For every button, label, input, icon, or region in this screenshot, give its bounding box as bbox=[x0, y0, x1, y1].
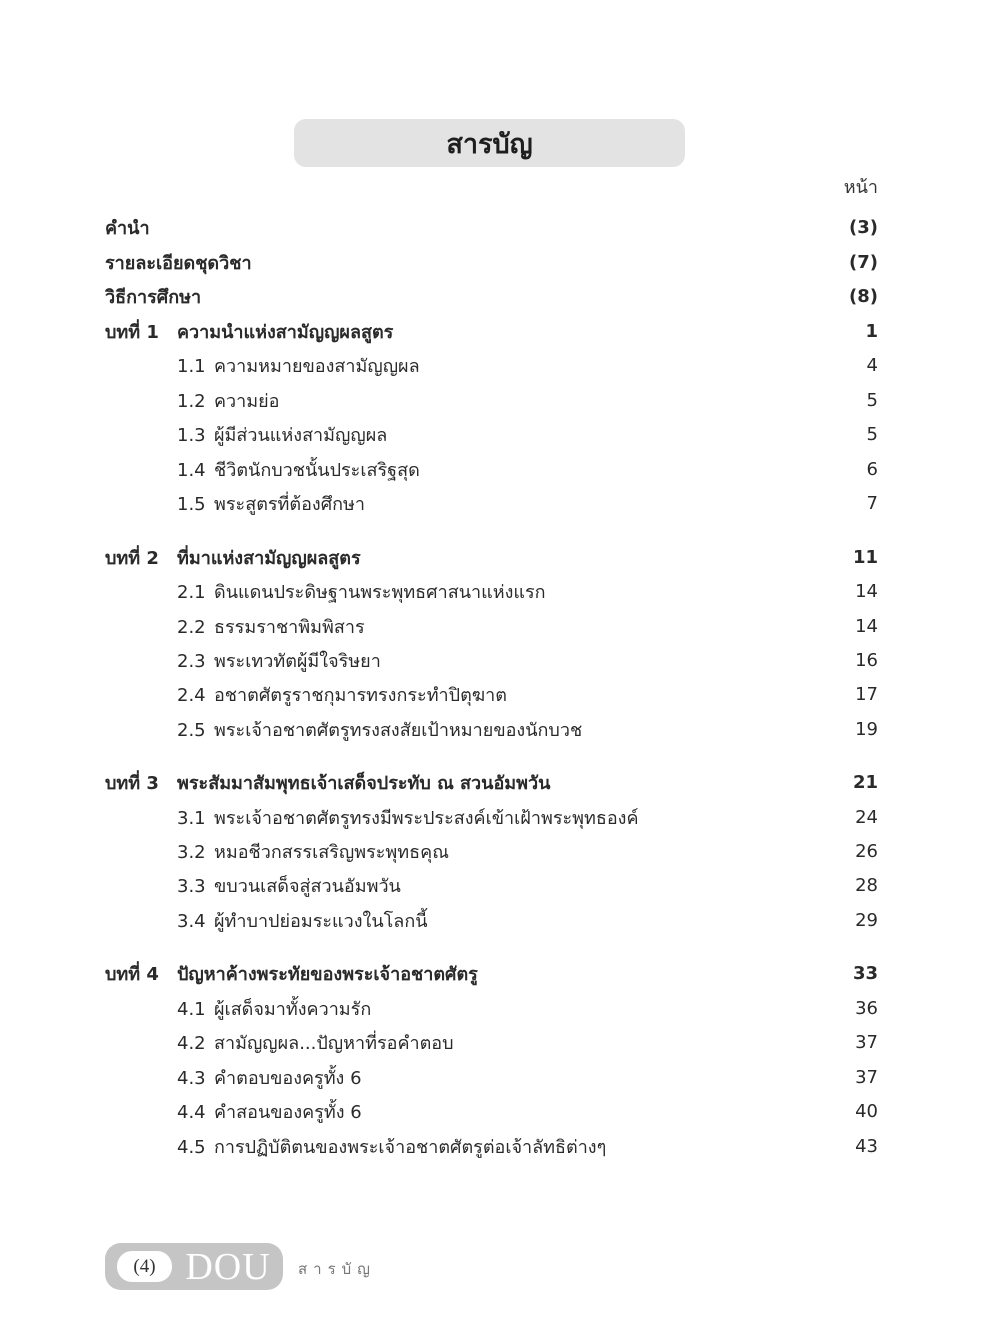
toc-section[interactable] bbox=[177, 714, 878, 744]
section-title: พระเทวทัตผู้มีใจริษยา bbox=[214, 650, 381, 672]
footer-brand-logo: DOU bbox=[185, 1245, 271, 1288]
section-number: 3.3 bbox=[177, 875, 206, 897]
section-title: ผู้เสด็จมาทั้งความรัก bbox=[214, 998, 372, 1020]
chapter-number: บทที่ 4 bbox=[105, 963, 159, 985]
toc-section[interactable] bbox=[177, 576, 878, 606]
section-page: 26 bbox=[855, 840, 878, 862]
section-page: 5 bbox=[866, 423, 878, 445]
toc-section[interactable] bbox=[177, 488, 878, 518]
toc-section[interactable] bbox=[177, 385, 878, 415]
section-title: ความหมายของสามัญญผล bbox=[214, 355, 420, 377]
section-title: พระเจ้าอชาตศัตรูทรงสงสัยเป้าหมายของนักบวช bbox=[214, 719, 583, 741]
section-title: ดินแดนประดิษฐานพระพุทธศาสนาแห่งแรก bbox=[214, 581, 546, 603]
section-number: 2.4 bbox=[177, 684, 206, 706]
section-number: 4.2 bbox=[177, 1032, 206, 1054]
toc-section[interactable] bbox=[177, 645, 878, 675]
footer-running-title: สารบัญ bbox=[298, 1260, 376, 1278]
section-title: ผู้ทำบาปย่อมระแวงในโลกนี้ bbox=[214, 910, 428, 932]
section-title: คำสอนของครูทั้ง 6 bbox=[214, 1101, 362, 1123]
section-page: 5 bbox=[866, 389, 878, 411]
chapter-page: 33 bbox=[852, 962, 878, 984]
entry-label: คำนำ bbox=[105, 217, 150, 239]
toc-section[interactable] bbox=[177, 419, 878, 449]
section-page: 7 bbox=[866, 492, 878, 514]
toc-title-box bbox=[294, 119, 685, 167]
toc-section[interactable] bbox=[177, 1131, 878, 1161]
section-number: 4.5 bbox=[177, 1136, 206, 1158]
section-page: 16 bbox=[855, 649, 878, 671]
page-column-label: หน้า bbox=[843, 177, 878, 198]
chapter-title: ความนำแห่งสามัญญผลสูตร bbox=[177, 321, 394, 343]
chapter-title: พระสัมมาสัมพุทธเจ้าเสด็จประทับ ณ สวนอัมพวัน bbox=[177, 772, 551, 794]
toc-section[interactable] bbox=[177, 836, 878, 866]
section-number: 2.2 bbox=[177, 616, 206, 638]
section-page: 29 bbox=[855, 909, 878, 931]
section-number: 4.1 bbox=[177, 998, 206, 1020]
toc-section[interactable] bbox=[177, 905, 878, 935]
toc-chapter-4[interactable] bbox=[105, 958, 878, 988]
section-number: 2.3 bbox=[177, 650, 206, 672]
section-page: 43 bbox=[855, 1135, 878, 1157]
section-title: คำตอบของครูทั้ง 6 bbox=[214, 1067, 362, 1089]
toc-section[interactable] bbox=[177, 1096, 878, 1126]
section-page: 17 bbox=[855, 683, 878, 705]
section-number: 3.4 bbox=[177, 910, 206, 932]
section-title: สามัญญผล...ปัญหาที่รอคำตอบ bbox=[214, 1032, 454, 1054]
section-number: 4.4 bbox=[177, 1101, 206, 1123]
toc-section[interactable] bbox=[177, 1027, 878, 1057]
toc-section[interactable] bbox=[177, 802, 878, 832]
toc-section[interactable] bbox=[177, 611, 878, 641]
entry-page: (8) bbox=[849, 285, 878, 307]
section-number: 3.1 bbox=[177, 807, 206, 829]
section-page: 28 bbox=[855, 874, 878, 896]
toc-section[interactable] bbox=[177, 993, 878, 1023]
chapter-title: ที่มาแห่งสามัญญผลสูตร bbox=[177, 547, 361, 569]
entry-page: (7) bbox=[849, 251, 878, 273]
section-title: ขบวนเสด็จสู่สวนอัมพวัน bbox=[214, 875, 401, 897]
section-number: 1.5 bbox=[177, 493, 206, 515]
toc-entry-foreword[interactable] bbox=[105, 212, 878, 242]
section-page: 19 bbox=[855, 718, 878, 740]
toc-section[interactable] bbox=[177, 1062, 878, 1092]
entry-label: รายละเอียดชุดวิชา bbox=[105, 252, 252, 274]
toc-section[interactable] bbox=[177, 350, 878, 380]
section-page: 24 bbox=[855, 806, 878, 828]
section-page: 4 bbox=[866, 354, 878, 376]
section-page: 36 bbox=[855, 997, 878, 1019]
chapter-title: ปัญหาค้างพระทัยของพระเจ้าอชาตศัตรู bbox=[177, 963, 478, 985]
chapter-number: บทที่ 3 bbox=[105, 772, 159, 794]
section-title: การปฏิบัติตนของพระเจ้าอชาตศัตรูต่อเจ้าลัทธิต่างๆ bbox=[214, 1136, 607, 1158]
section-page: 37 bbox=[855, 1031, 878, 1053]
section-title: ผู้มีส่วนแห่งสามัญญผล bbox=[214, 424, 388, 446]
page-title: สารบัญ bbox=[446, 128, 533, 160]
section-page: 14 bbox=[855, 615, 878, 637]
toc-chapter-1[interactable] bbox=[105, 316, 878, 346]
section-title: ธรรมราชาพิมพิสาร bbox=[214, 616, 365, 638]
section-title: พระเจ้าอชาตศัตรูทรงมีพระประสงค์เข้าเฝ้าพระพุทธองค์ bbox=[214, 807, 639, 829]
section-title: พระสูตรที่ต้องศึกษา bbox=[214, 493, 365, 515]
chapter-number: บทที่ 2 bbox=[105, 547, 159, 569]
toc-section[interactable] bbox=[177, 870, 878, 900]
section-title: อชาตศัตรูราชกุมารทรงกระทำปิตุฆาต bbox=[214, 684, 507, 706]
section-page: 6 bbox=[866, 458, 878, 480]
section-number: 1.4 bbox=[177, 459, 206, 481]
section-number: 3.2 bbox=[177, 841, 206, 863]
section-number: 1.2 bbox=[177, 390, 206, 412]
section-page: 14 bbox=[855, 580, 878, 602]
entry-page: (3) bbox=[849, 216, 878, 238]
section-page: 37 bbox=[855, 1066, 878, 1088]
section-title: ชีวิตนักบวชนั้นประเสริฐสุด bbox=[214, 459, 420, 481]
toc-entry-study-method[interactable] bbox=[105, 281, 878, 311]
footer-badge bbox=[105, 1243, 283, 1290]
chapter-number: บทที่ 1 bbox=[105, 321, 159, 343]
toc-chapter-2[interactable] bbox=[105, 542, 878, 572]
section-number: 1.1 bbox=[177, 355, 206, 377]
section-number: 2.1 bbox=[177, 581, 206, 603]
chapter-page: 21 bbox=[852, 771, 878, 793]
section-number: 2.5 bbox=[177, 719, 206, 741]
footer-page-number: (4) bbox=[117, 1251, 172, 1282]
section-number: 4.3 bbox=[177, 1067, 206, 1089]
section-page: 40 bbox=[855, 1100, 878, 1122]
section-title: ความย่อ bbox=[214, 390, 280, 412]
entry-label: วิธีการศึกษา bbox=[105, 286, 202, 308]
toc-entry-course-details[interactable] bbox=[105, 247, 878, 277]
chapter-page: 11 bbox=[852, 546, 878, 568]
section-title: หมอชีวกสรรเสริญพระพุทธคุณ bbox=[214, 841, 449, 863]
section-number: 1.3 bbox=[177, 424, 206, 446]
chapter-page: 1 bbox=[865, 320, 878, 342]
toc-section[interactable] bbox=[177, 454, 878, 484]
toc-chapter-3[interactable] bbox=[105, 767, 878, 797]
toc-section[interactable] bbox=[177, 679, 878, 709]
